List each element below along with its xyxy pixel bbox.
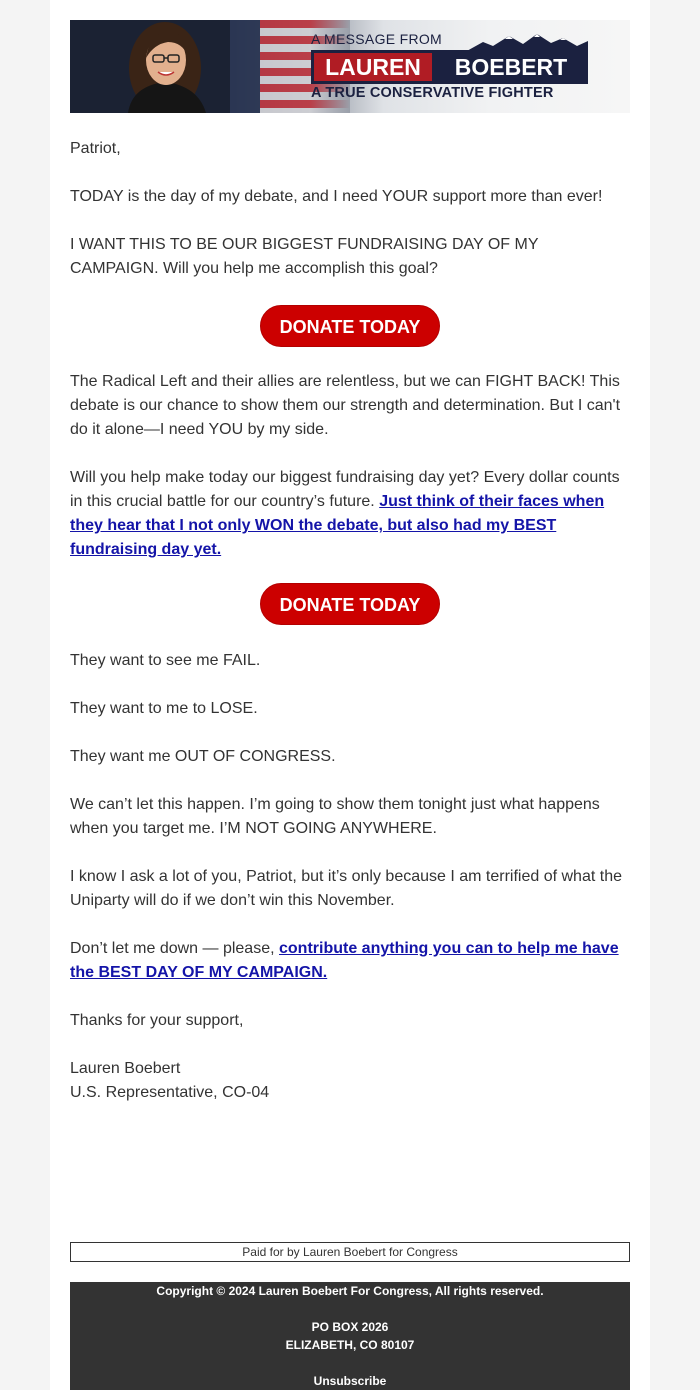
email-container xyxy=(50,0,650,1390)
paragraph-every-dollar xyxy=(70,466,630,562)
signature-name: Lauren Boebert xyxy=(70,1060,181,1077)
banner-tagline: A TRUE CONSERVATIVE FIGHTER xyxy=(311,85,554,101)
paragraph-not-going-anywhere: We can’t let this happen. I’m going to show them tonight just what happens when you target me. I’M NOT GOING ANYWHERE. xyxy=(70,796,600,837)
footer-address-line-1: PO BOX 2026 xyxy=(311,1320,389,1334)
paragraph-every-dollar-text: Will you help make today our biggest fundraising day yet? Every dollar counts in this crucial battle for our country’s future. xyxy=(70,469,620,510)
greeting: Patriot, xyxy=(70,140,121,157)
paragraph-fundraising-goal: I WANT THIS TO BE OUR BIGGEST FUNDRAISING DAY OF MY CAMPAIGN. Will you help me accomplish this goal? xyxy=(70,236,539,277)
paragraph-debate-day: TODAY is the day of my debate, and I need YOUR support more than ever! xyxy=(70,188,603,205)
footer-copyright: Copyright © 2024 Lauren Boebert For Congress, All rights reserved. xyxy=(156,1284,544,1298)
footer xyxy=(70,1282,630,1390)
donate-today-button-2[interactable]: DONATE TODAY xyxy=(260,583,440,625)
paragraph-uniparty: I know I ask a lot of you, Patriot, but it’s only because I am terrified of what the Uniparty will do if we don’t win this November. xyxy=(70,868,622,909)
header-banner xyxy=(70,20,630,113)
paid-for-disclaimer: Paid for by Lauren Boebert for Congress xyxy=(70,1242,630,1262)
paragraph-dont-let-me-down-text: Don’t let me down — please, xyxy=(70,940,279,957)
banner-message-from: A MESSAGE FROM xyxy=(311,31,442,47)
mountains-icon xyxy=(465,32,588,52)
paragraph-dont-let-me-down xyxy=(70,937,630,985)
donate-today-button[interactable]: DONATE TODAY xyxy=(260,305,440,347)
paragraph-lose: They want to me to LOSE. xyxy=(70,700,258,717)
candidate-photo xyxy=(70,20,230,113)
candidate-last-name: BOEBERT xyxy=(454,54,568,80)
footer-unsubscribe-row xyxy=(70,1374,630,1388)
paragraph-fail: They want to see me FAIL. xyxy=(70,652,261,669)
candidate-first-name: LAUREN xyxy=(314,53,432,81)
faces-link[interactable]: Just think of their faces when they hear that I not only WON the debate, but also had my BEST fundraising day yet. xyxy=(70,493,605,558)
sign-off: Thanks for your support, xyxy=(70,1012,244,1029)
paragraph-fight-back: The Radical Left and their allies are relentless, but we can FIGHT BACK! This debate is our chance to show them our strength and determination. But I can't do it alone—I need YOU by my side. xyxy=(70,373,621,438)
donate-button-wrapper-1 xyxy=(50,305,650,347)
donate-button-wrapper-2 xyxy=(50,583,650,625)
paragraph-out-of-congress: They want me OUT OF CONGRESS. xyxy=(70,748,336,765)
contribute-link[interactable]: contribute anything you can to help me have the BEST DAY OF MY CAMPAIGN. xyxy=(70,940,619,981)
signature-title: U.S. Representative, CO-04 xyxy=(70,1084,270,1101)
footer-address-line-2: ELIZABETH, CO 80107 xyxy=(285,1338,415,1352)
unsubscribe-link[interactable]: Unsubscribe xyxy=(313,1374,387,1388)
candidate-name-logo xyxy=(311,50,588,84)
